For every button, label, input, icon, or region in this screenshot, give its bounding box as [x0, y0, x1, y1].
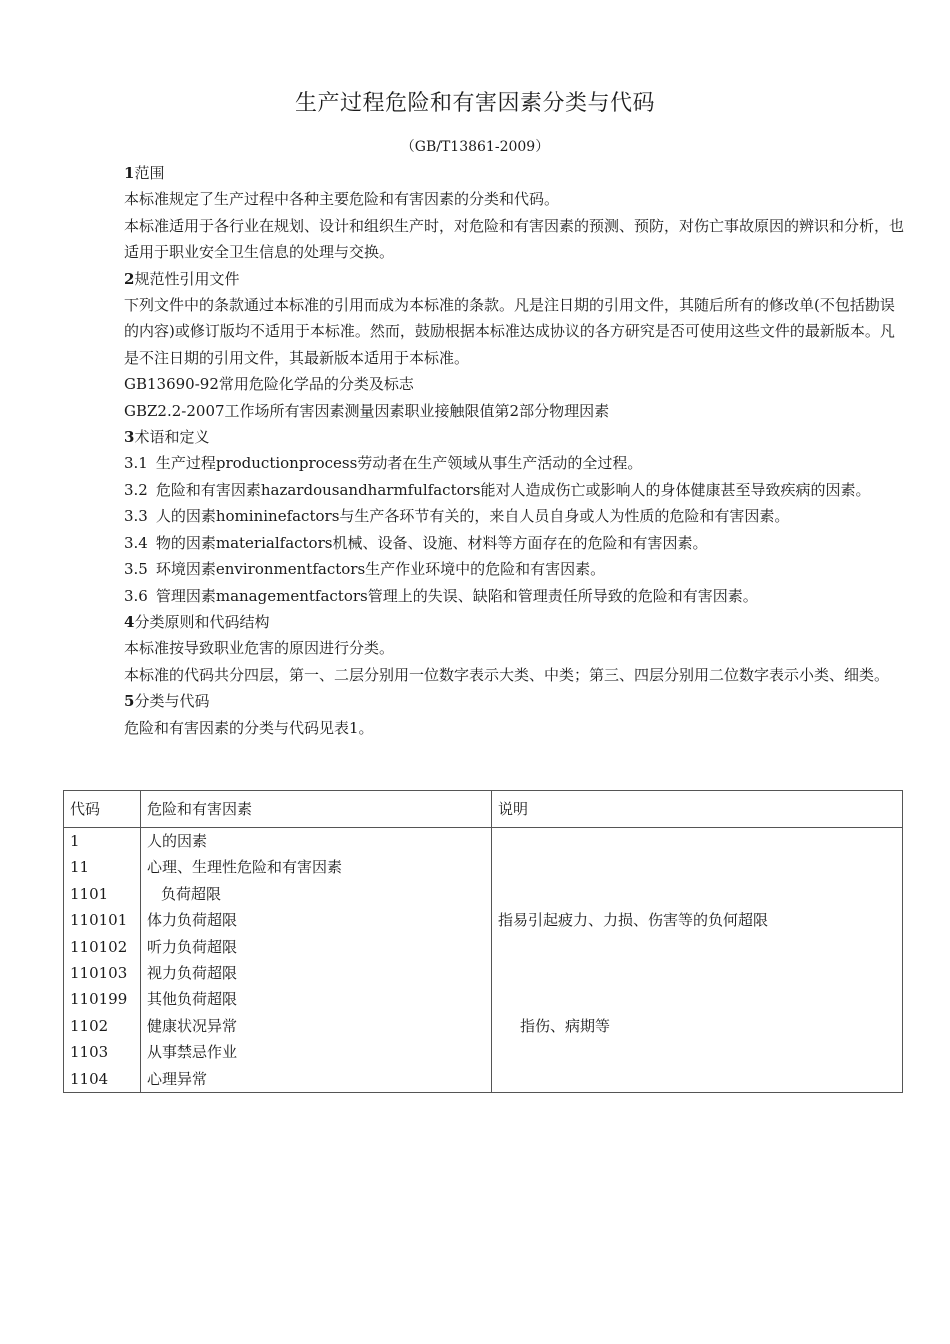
definition: 3.2 危险和有害因素hazardousandharmfulfactors能对人造成伤亡或影响人的身体健康甚至导致疾病的因素。 — [124, 480, 871, 499]
definition: 3.1 生产过程productionprocess劳动者在生产领域从事生产活动的全过程。 — [124, 454, 643, 473]
code-cell: 1102 — [70, 1016, 109, 1035]
paragraph: 本标准按导致职业危害的原因进行分类。 — [124, 639, 395, 658]
code-cell: 1104 — [70, 1069, 109, 1088]
paragraph: 危险和有害因素的分类与代码见表1。 — [124, 718, 374, 737]
code-cell: 1 — [70, 832, 80, 850]
definition: 3.3 人的因素homininefactors与生产各环节有关的，来自人员自身或人为性质的危险和有害因素。 — [124, 507, 790, 526]
note-cell: 指易引起疲力、力损、伤害等的负何超限 — [498, 911, 769, 930]
definition: 3.5 环境因素environmentfactors生产作业环境中的危险和有害因素。 — [124, 560, 606, 579]
reference-item: GBZ2.2-2007工作场所有害因素测量因素职业接触限值第2部分物理因素 — [124, 401, 610, 420]
code-cell: 1103 — [70, 1043, 109, 1062]
header-factor: 危险和有害因素 — [141, 791, 492, 828]
factor-cell: 其他负荷超限 — [147, 990, 238, 1009]
code-cell: 11 — [70, 858, 90, 877]
section-heading: 2规范性引用文件 — [124, 269, 240, 288]
paragraph: 本标准适用于各行业在规划、设计和组织生产时，对危险和有害因素的预测、预防，对伤亡事故原因的辨识和分析，也适用于职业安全卫生信息的处理与交换。 — [124, 216, 905, 262]
paragraph: 本标准的代码共分四层，第一、二层分别用一位数字表示大类、中类；第三、四层分别用二位数字表示小类、细类。 — [124, 665, 890, 684]
section-heading: 5分类与代码 — [124, 692, 210, 711]
factor-classification-table — [63, 790, 903, 1093]
definition: 3.4 物的因素materialfactors机械、设备、设施、材料等方面存在的危险和有害因素。 — [124, 533, 708, 552]
factor-cell: 从事禁忌作业 — [147, 1043, 238, 1062]
code-cell: 110199 — [70, 990, 128, 1009]
paragraph: 下列文件中的条款通过本标准的引用而成为本标准的条款。凡是注日期的引用文件，其随后所有的修改单(不包括勘误的内容)或修订版均不适用于本标准。然而，鼓励根据本标准达成协议的各方研究是否可使用这些文件的最新版本。凡是不注日期的引用文件，其最新版本适用于本标准。 — [124, 296, 895, 367]
factor-cell: 心理异常 — [147, 1069, 208, 1088]
factor-cell: 人的因素 — [147, 832, 208, 850]
document-title: 生产过程危险和有害因素分类与代码 — [294, 91, 655, 116]
code-cell: 110101 — [70, 911, 128, 930]
definition: 3.6 管理因素managementfactors管理上的失误、缺陷和管理责任所导致的危险和有害因素。 — [124, 586, 758, 605]
factor-cell: 心理、生理性危险和有害因素 — [147, 858, 343, 877]
table-header-row — [64, 791, 903, 828]
section-heading: 1范围 — [124, 164, 165, 182]
factor-cell: 体力负荷超限 — [147, 911, 238, 930]
header-note: 说明 — [492, 791, 903, 828]
factor-cell: 健康状况异常 — [147, 1016, 238, 1035]
note-cell: 指伤、病期等 — [520, 1016, 611, 1035]
standard-code: （GB/T13861-2009） — [400, 139, 550, 155]
section-heading: 4分类原则和代码结构 — [124, 612, 270, 631]
factor-cell: 听力负荷超限 — [147, 937, 238, 956]
note-column — [492, 828, 903, 1093]
reference-item: GB13690-92常用危险化学品的分类及标志 — [124, 375, 414, 394]
document-body — [124, 160, 904, 741]
code-column — [64, 828, 141, 1093]
factor-cell: 负荷超限 — [161, 884, 222, 903]
header-code: 代码 — [64, 791, 141, 828]
code-cell: 110103 — [70, 963, 128, 982]
code-cell: 1101 — [70, 884, 109, 903]
factor-cell: 视力负荷超限 — [147, 963, 238, 982]
code-cell: 110102 — [70, 937, 128, 956]
factor-column — [141, 828, 492, 1093]
section-heading: 3术语和定义 — [124, 428, 210, 447]
table-row — [64, 828, 903, 1093]
paragraph: 本标准规定了生产过程中各种主要危险和有害因素的分类和代码。 — [124, 190, 560, 209]
